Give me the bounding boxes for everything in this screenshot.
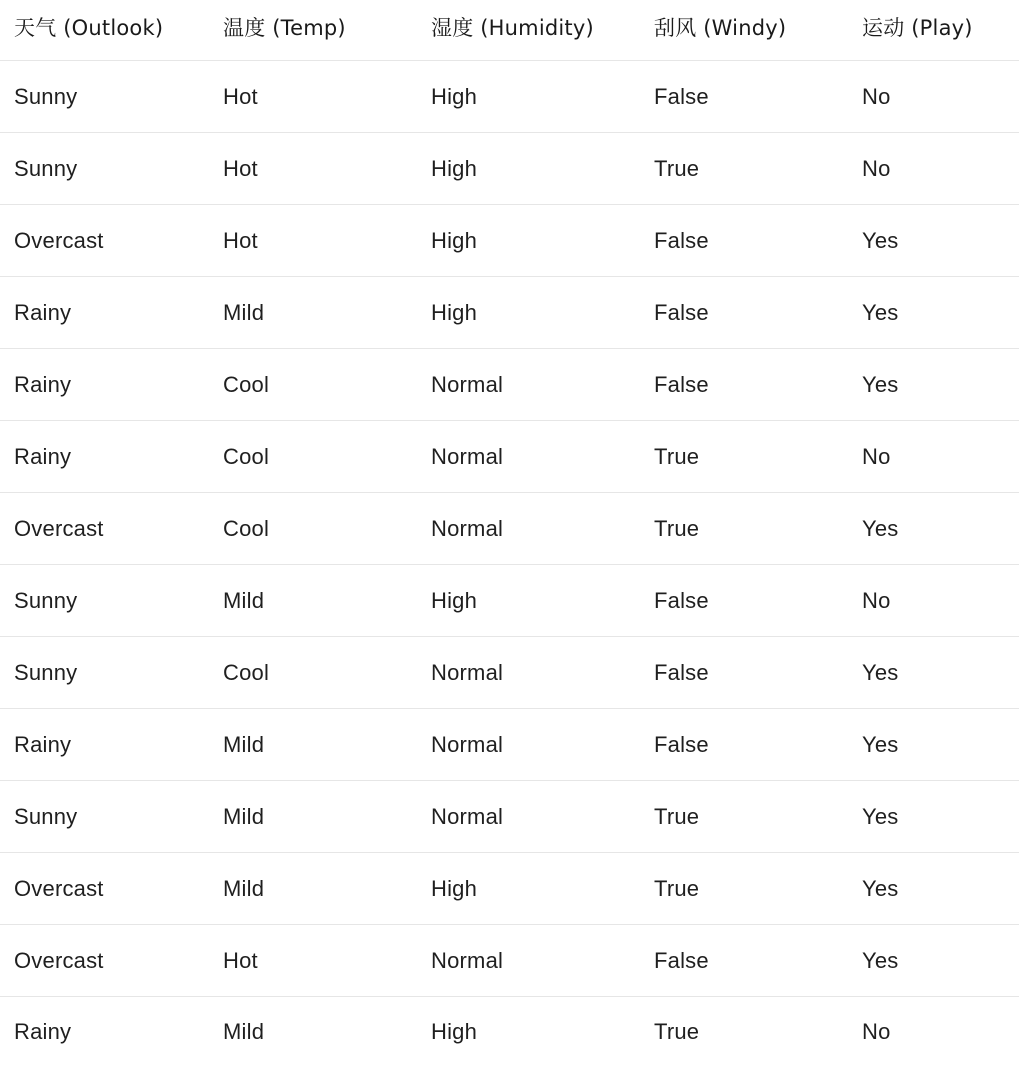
cell-temp: Hot — [223, 947, 258, 973]
cell-windy: False — [654, 299, 709, 325]
cell-outlook: Rainy — [14, 443, 72, 469]
cell-humidity: Normal — [431, 659, 504, 685]
header-play: 运动 (Play) — [862, 16, 973, 40]
cell-temp: Hot — [223, 155, 258, 181]
cell-windy: False — [654, 947, 709, 973]
table-row — [0, 277, 1019, 349]
cell-outlook: Sunny — [14, 587, 78, 613]
cell-outlook: Sunny — [14, 803, 78, 829]
header-windy: 刮风 (Windy) — [654, 16, 787, 40]
cell-play: Yes — [862, 299, 899, 325]
cell-play: No — [862, 1019, 891, 1044]
cell-outlook: Rainy — [14, 371, 72, 397]
cell-play: Yes — [862, 515, 899, 541]
cell-temp: Hot — [223, 227, 258, 253]
cell-temp: Cool — [223, 659, 270, 685]
cell-windy: True — [654, 1019, 700, 1044]
cell-temp: Mild — [223, 587, 265, 613]
cell-play: No — [862, 443, 891, 469]
table-row — [0, 781, 1019, 853]
cell-humidity: Normal — [431, 947, 504, 973]
cell-humidity: Normal — [431, 803, 504, 829]
cell-temp: Hot — [223, 83, 258, 109]
table-row — [0, 709, 1019, 781]
cell-humidity: Normal — [431, 731, 504, 757]
cell-outlook: Sunny — [14, 83, 78, 109]
table-row — [0, 493, 1019, 565]
table-row — [0, 637, 1019, 709]
cell-play: Yes — [862, 731, 899, 757]
cell-humidity: High — [431, 227, 478, 253]
cell-temp: Mild — [223, 875, 265, 901]
cell-play: No — [862, 587, 891, 613]
cell-play: Yes — [862, 659, 899, 685]
cell-temp: Mild — [223, 803, 265, 829]
cell-play: Yes — [862, 875, 899, 901]
cell-outlook: Sunny — [14, 659, 78, 685]
header-outlook: 天气 (Outlook) — [14, 16, 164, 40]
cell-humidity: High — [431, 299, 478, 325]
cell-outlook: Rainy — [14, 1019, 72, 1044]
cell-temp: Cool — [223, 443, 270, 469]
cell-windy: False — [654, 227, 709, 253]
cell-humidity: Normal — [431, 371, 504, 397]
cell-windy: True — [654, 875, 700, 901]
cell-play: Yes — [862, 371, 899, 397]
table-row — [0, 421, 1019, 493]
table-row — [0, 565, 1019, 637]
cell-play: Yes — [862, 803, 899, 829]
cell-humidity: High — [431, 83, 478, 109]
cell-humidity: High — [431, 875, 478, 901]
cell-outlook: Overcast — [14, 875, 104, 901]
cell-windy: True — [654, 515, 700, 541]
cell-windy: False — [654, 587, 709, 613]
cell-temp: Cool — [223, 371, 270, 397]
cell-temp: Mild — [223, 731, 265, 757]
cell-windy: False — [654, 371, 709, 397]
cell-windy: True — [654, 443, 700, 469]
cell-outlook: Overcast — [14, 947, 104, 973]
cell-humidity: High — [431, 155, 478, 181]
cell-outlook: Rainy — [14, 299, 72, 325]
header-humidity: 湿度 (Humidity) — [431, 16, 594, 40]
cell-windy: True — [654, 155, 700, 181]
cell-humidity: Normal — [431, 515, 504, 541]
cell-humidity: Normal — [431, 443, 504, 469]
table-row — [0, 925, 1019, 997]
cell-temp: Cool — [223, 515, 270, 541]
cell-play: Yes — [862, 227, 899, 253]
cell-temp: Mild — [223, 299, 265, 325]
table-row — [0, 133, 1019, 205]
cell-play: No — [862, 83, 891, 109]
table-body — [0, 61, 1019, 1067]
cell-outlook: Overcast — [14, 227, 104, 253]
cell-windy: False — [654, 731, 709, 757]
table-row — [0, 205, 1019, 277]
cell-humidity: High — [431, 587, 478, 613]
cell-windy: False — [654, 83, 709, 109]
table-row — [0, 997, 1019, 1067]
header-temp: 温度 (Temp) — [223, 16, 346, 40]
cell-play: No — [862, 155, 891, 181]
cell-windy: True — [654, 803, 700, 829]
table-row — [0, 61, 1019, 133]
table-row — [0, 853, 1019, 925]
table-header-row — [0, 0, 1019, 61]
cell-humidity: High — [431, 1019, 478, 1044]
cell-outlook: Rainy — [14, 731, 72, 757]
cell-outlook: Sunny — [14, 155, 78, 181]
table-row — [0, 349, 1019, 421]
cell-windy: False — [654, 659, 709, 685]
cell-temp: Mild — [223, 1019, 265, 1044]
cell-outlook: Overcast — [14, 515, 104, 541]
cell-play: Yes — [862, 947, 899, 973]
